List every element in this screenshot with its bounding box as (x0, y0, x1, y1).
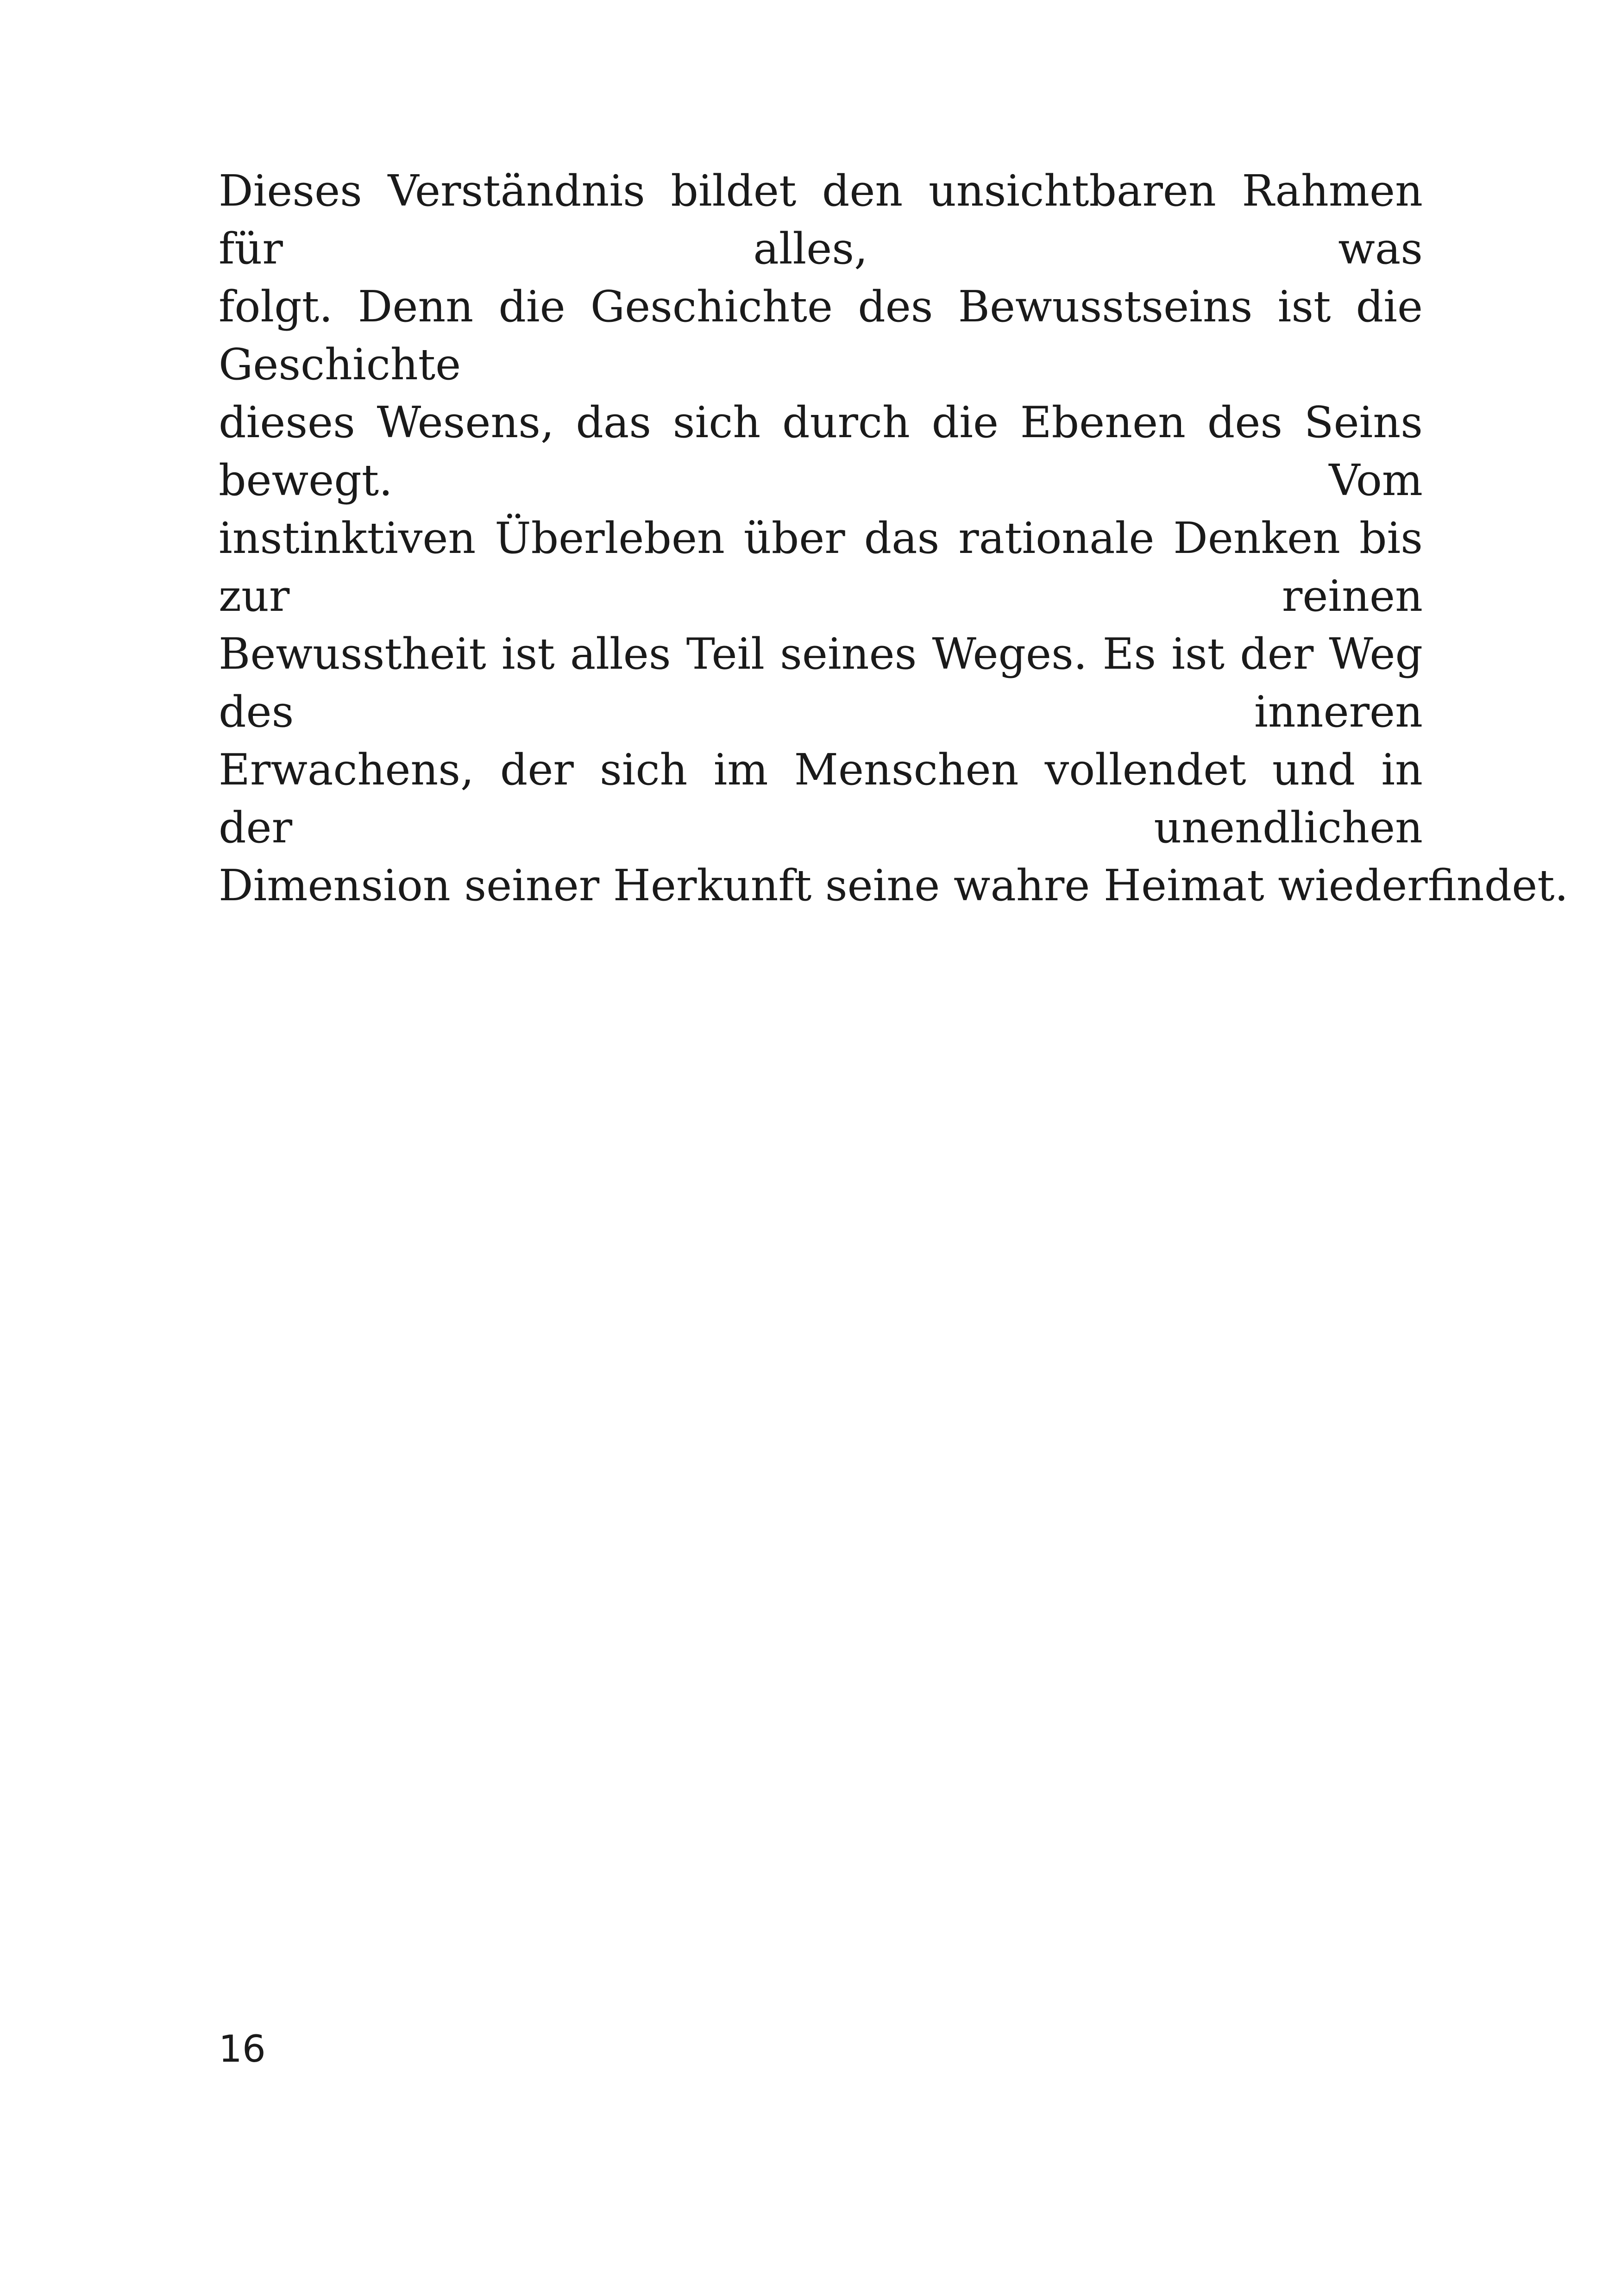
paragraph-line-3: dieses Wesens, das sich durch die Ebenen des Seins bewegt. Vom (219, 397, 1423, 505)
paragraph-line-6: Erwachens, der sich im Menschen vollendet und in der unendlichen (219, 745, 1423, 853)
paragraph-line-1: Dieses Verständnis bildet den unsichtbaren Rahmen für alles, was (219, 166, 1423, 274)
paragraph-line-4: instinktiven Überleben über das rationale Denken bis zur reinen (219, 513, 1423, 621)
paragraph-line-7: Dimension seiner Herkunft seine wahre Heimat wiederfindet. (219, 860, 1569, 910)
paragraph-line-5: Bewusstheit ist alles Teil seines Weges. Es ist der Weg des inneren (219, 629, 1423, 737)
page-number: 16 (219, 2027, 266, 2070)
paragraph-line-2: folgt. Denn die Geschichte des Bewusstseins ist die Geschichte (219, 282, 1423, 389)
body-paragraph (219, 162, 1569, 915)
